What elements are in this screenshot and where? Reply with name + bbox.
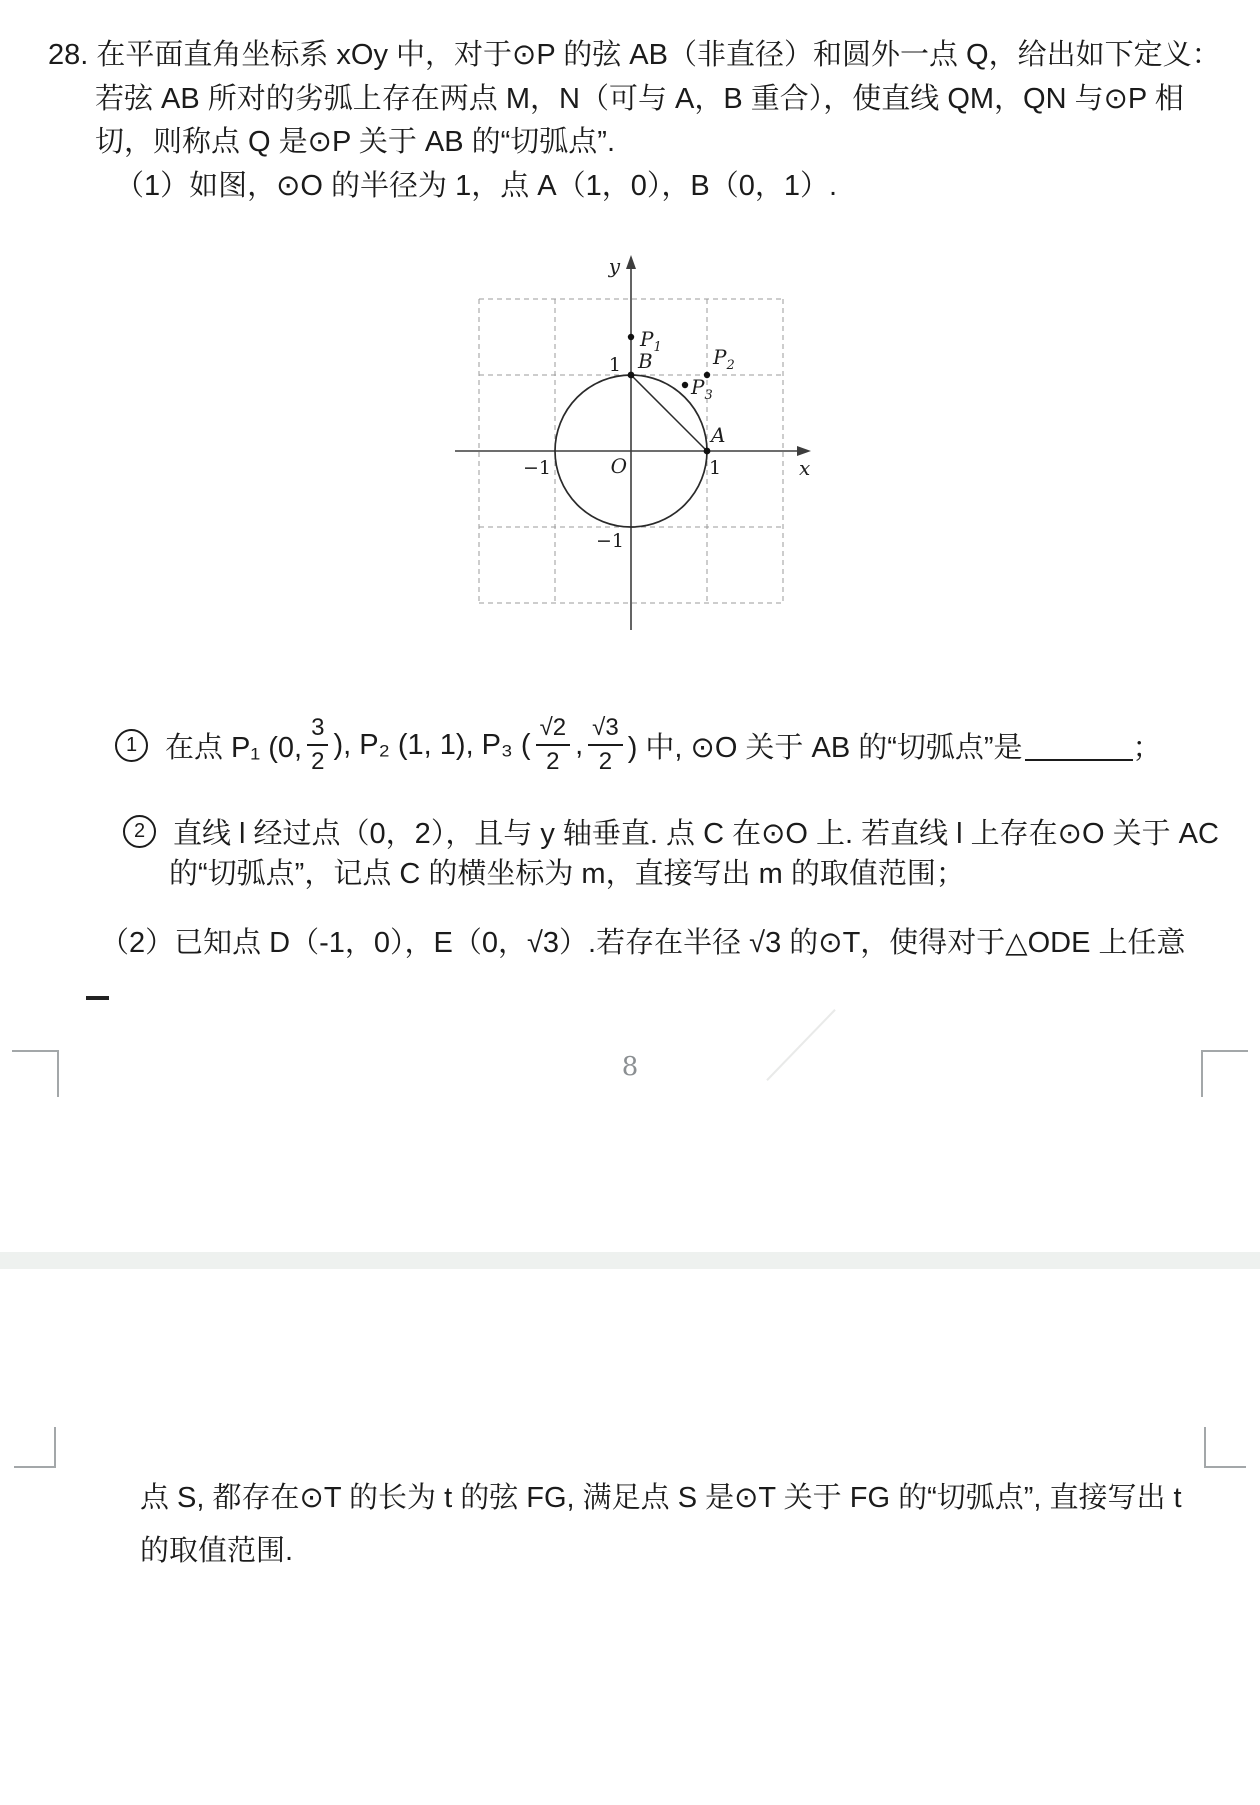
q1-semicolon: ； [1132, 731, 1162, 764]
problem-line-2: 若弦 AB 所对的劣弧上存在两点 M，N（可与 A，B 重合），使直线 QM，QN 与⊙P 相 [95, 83, 1184, 115]
subquestion-2-line-2: 的“切弧点”，记点 C 的横坐标为 m，直接写出 m 的取值范围； [169, 858, 965, 890]
fraction-denominator: 2 [311, 748, 325, 775]
q1-comma: , [575, 728, 584, 761]
subquestion-1 [115, 703, 1162, 787]
label-B: B [638, 349, 653, 373]
scan-crease [766, 1009, 836, 1081]
fraction-denominator: 2 [598, 748, 613, 775]
fraction-3-2 [307, 716, 328, 774]
fraction-sqrt2-2 [536, 716, 571, 774]
problem-line-3: 切，则称点 Q 是⊙P 关于 AB 的“切弧点”. [95, 126, 616, 158]
part2-cont-line-1: 点 S, 都存在⊙T 的长为 t 的弦 FG, 满足点 S 是⊙T 关于 FG 的“切弧点”, 直接写出 t [140, 1482, 1182, 1514]
item-marker-1: 1 [115, 729, 148, 762]
fraction-denominator: 2 [546, 748, 560, 775]
q2-text-1: 直线 l 经过点（0，2），且与 y 轴垂直. 点 C 在⊙O 上. 若直线 l 上存在⊙O 关于 AC [173, 817, 1219, 850]
part2-cont-line-2: 的取值范围. [140, 1535, 294, 1567]
crop-mark-bottom-left-h [14, 1466, 56, 1468]
label-P3: $P_3$ [691, 375, 713, 403]
fraction-numerator: 3 [307, 716, 328, 746]
page-number: 8 [621, 1052, 639, 1082]
fraction-numerator: √3 [588, 716, 623, 746]
x-axis-arrow [797, 446, 811, 456]
point-dot-P1 [628, 334, 634, 340]
crop-mark-bottom-left-v [54, 1427, 56, 1468]
problem-line-1: 28. 在平面直角坐标系 xOy 中，对于⊙P 的弦 AB（非直径）和圆外一点 Q，给出如下定义： [48, 39, 1221, 71]
crop-mark-bottom-right-v [1204, 1427, 1206, 1468]
point-dot-P3 [682, 382, 688, 388]
tick-y1: 1 [608, 354, 621, 376]
y-axis-label: y [608, 254, 620, 278]
crop-mark-top-right-v [1201, 1050, 1203, 1097]
scan-band [0, 1252, 1260, 1269]
coordinate-figure [440, 240, 830, 645]
fraction-numerator: √2 [536, 716, 571, 746]
crop-mark-top-left-v [57, 1050, 59, 1097]
subquestion-2-line-1 [123, 812, 1219, 850]
crop-mark-top-left-h [12, 1050, 59, 1052]
point-dot-A [704, 448, 711, 455]
q1-text-2: ), P₂ (1, 1), P₃ ( [333, 728, 531, 761]
label-A: A [711, 423, 726, 447]
continuation-dash [86, 996, 109, 1000]
y-axis-arrow [626, 255, 636, 269]
point-dot-B [628, 372, 635, 379]
axes [455, 265, 801, 630]
part2-line-1: （2）已知点 D（-1，0），E（0，√3）.若存在半径 √3 的⊙T，使得对于△ODE 上任意 [100, 927, 1186, 959]
answer-blank [1025, 729, 1133, 761]
x-axis-label: x [799, 456, 811, 480]
fraction-sqrt3-2 [588, 716, 623, 774]
tick-yneg1: −1 [595, 530, 624, 552]
item-marker-2: 2 [123, 815, 156, 848]
crop-mark-top-right-h [1201, 1050, 1248, 1052]
q1-text-1: 在点 P₁ (0, [165, 731, 303, 764]
tick-x1: 1 [708, 457, 722, 479]
label-P2: $P_2$ [713, 345, 735, 373]
crop-mark-bottom-right-h [1204, 1466, 1246, 1468]
problem-line-4: （1）如图，⊙O 的半径为 1，点 A（1，0），B（0，1）. [115, 170, 838, 202]
q1-text-3: ) 中, ⊙O 关于 AB 的“切弧点”是 [627, 731, 1023, 764]
label-P1: $P_1$ [640, 327, 662, 355]
origin-label: O [610, 454, 627, 478]
point-dot-P2 [704, 372, 710, 378]
tick-xneg1: −1 [522, 457, 551, 479]
